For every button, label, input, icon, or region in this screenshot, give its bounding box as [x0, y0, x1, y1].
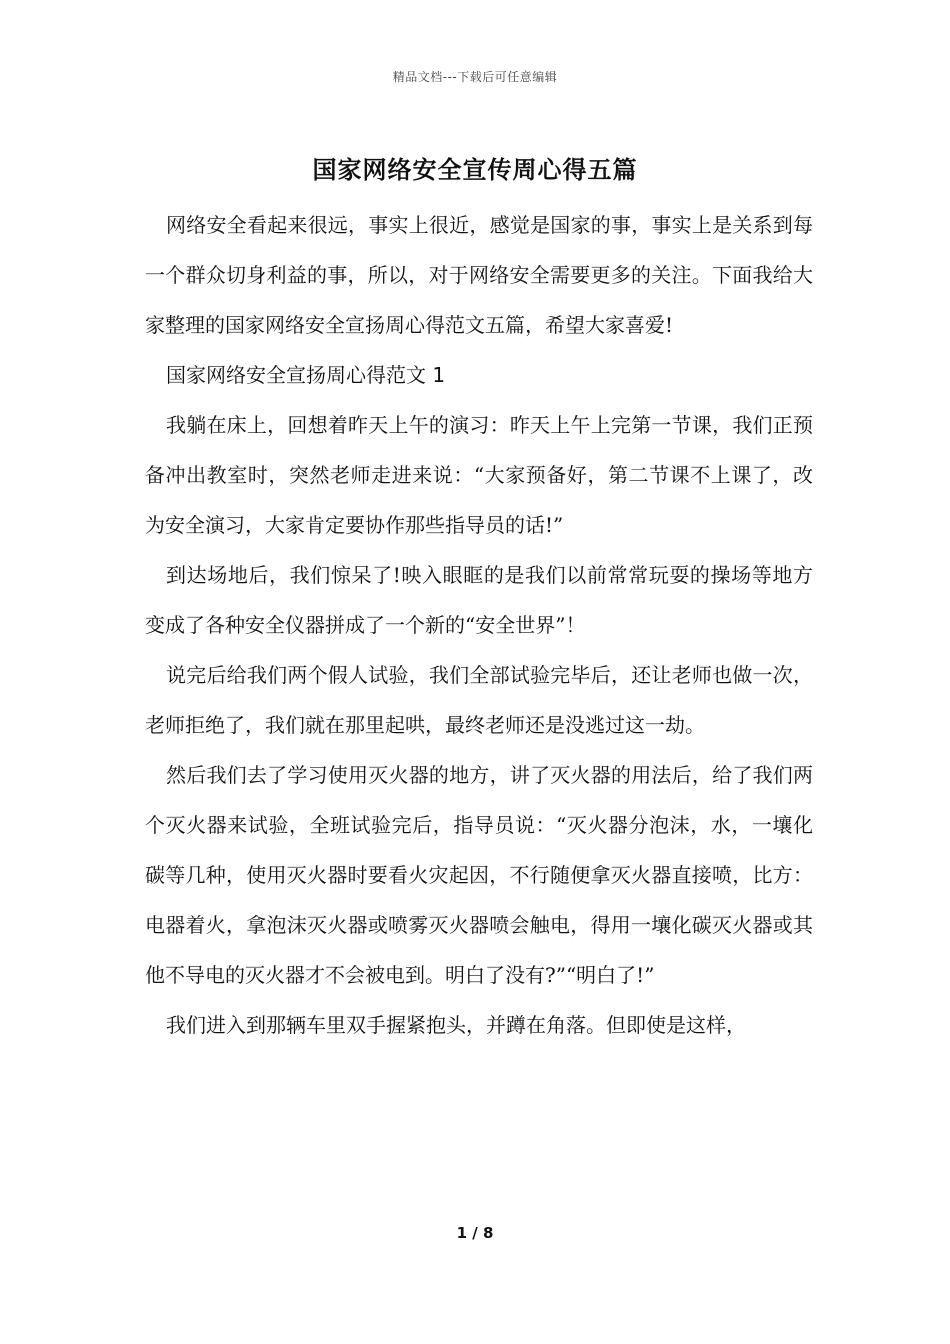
paragraph: 我们进入到那辆车里双手握紧抱头，并蹲在角落。但即使是这样， [166, 1013, 746, 1037]
document-body [145, 200, 813, 1050]
header-note: 精品文档---下载后可任意编辑 [392, 70, 558, 84]
paragraph-intro: 网络安全看起来很远，事实上很近，感觉是国家的事，事实上是关系到每一个群众切身利益的事，所以，对于网络安全需要更多的关注。下面我给大家整理的国家网络安全宣扬周心得范文五篇，希望大家喜爱! [145, 213, 813, 337]
document-title: 国家网络安全宣传周心得五篇 [312, 155, 638, 184]
paragraph: 说完后给我们两个假人试验，我们全部试验完毕后，还让老师也做一次，老师拒绝了，我们就在那里起哄，最终老师还是没逃过这一劫。 [145, 663, 813, 737]
section-heading: 国家网络安全宣扬周心得范文 1 [166, 363, 446, 387]
paragraph: 到达场地后，我们惊呆了!映入眼眶的是我们以前常常玩耍的操场等地方变成了各种安全仪器拼成了一个新的“安全世界”！ [145, 563, 813, 637]
paragraph: 然后我们去了学习使用灭火器的地方，讲了灭火器的用法后，给了我们两个灭火器来试验，全班试验完后，指导员说：“灭火器分泡沫，水，一壤化碳等几种，使用灭火器时要看火灾起因，不行随便拿灭火器直接喷，比方：电器着火，拿泡沫灭火器或喷雾灭火器喷会触电，得用一壤化碳灭火器或其他不导电的灭火器才不会被电到。明白了没有?”“明白了!” [145, 763, 813, 987]
page-number: 1 / 8 [456, 1224, 494, 1242]
paragraph: 我躺在床上，回想着昨天上午的演习：昨天上午上完第一节课，我们正预备冲出教室时，突然老师走进来说：“大家预备好，第二节课不上课了，改为安全演习，大家肯定要协作那些指导员的话!” [145, 413, 813, 537]
